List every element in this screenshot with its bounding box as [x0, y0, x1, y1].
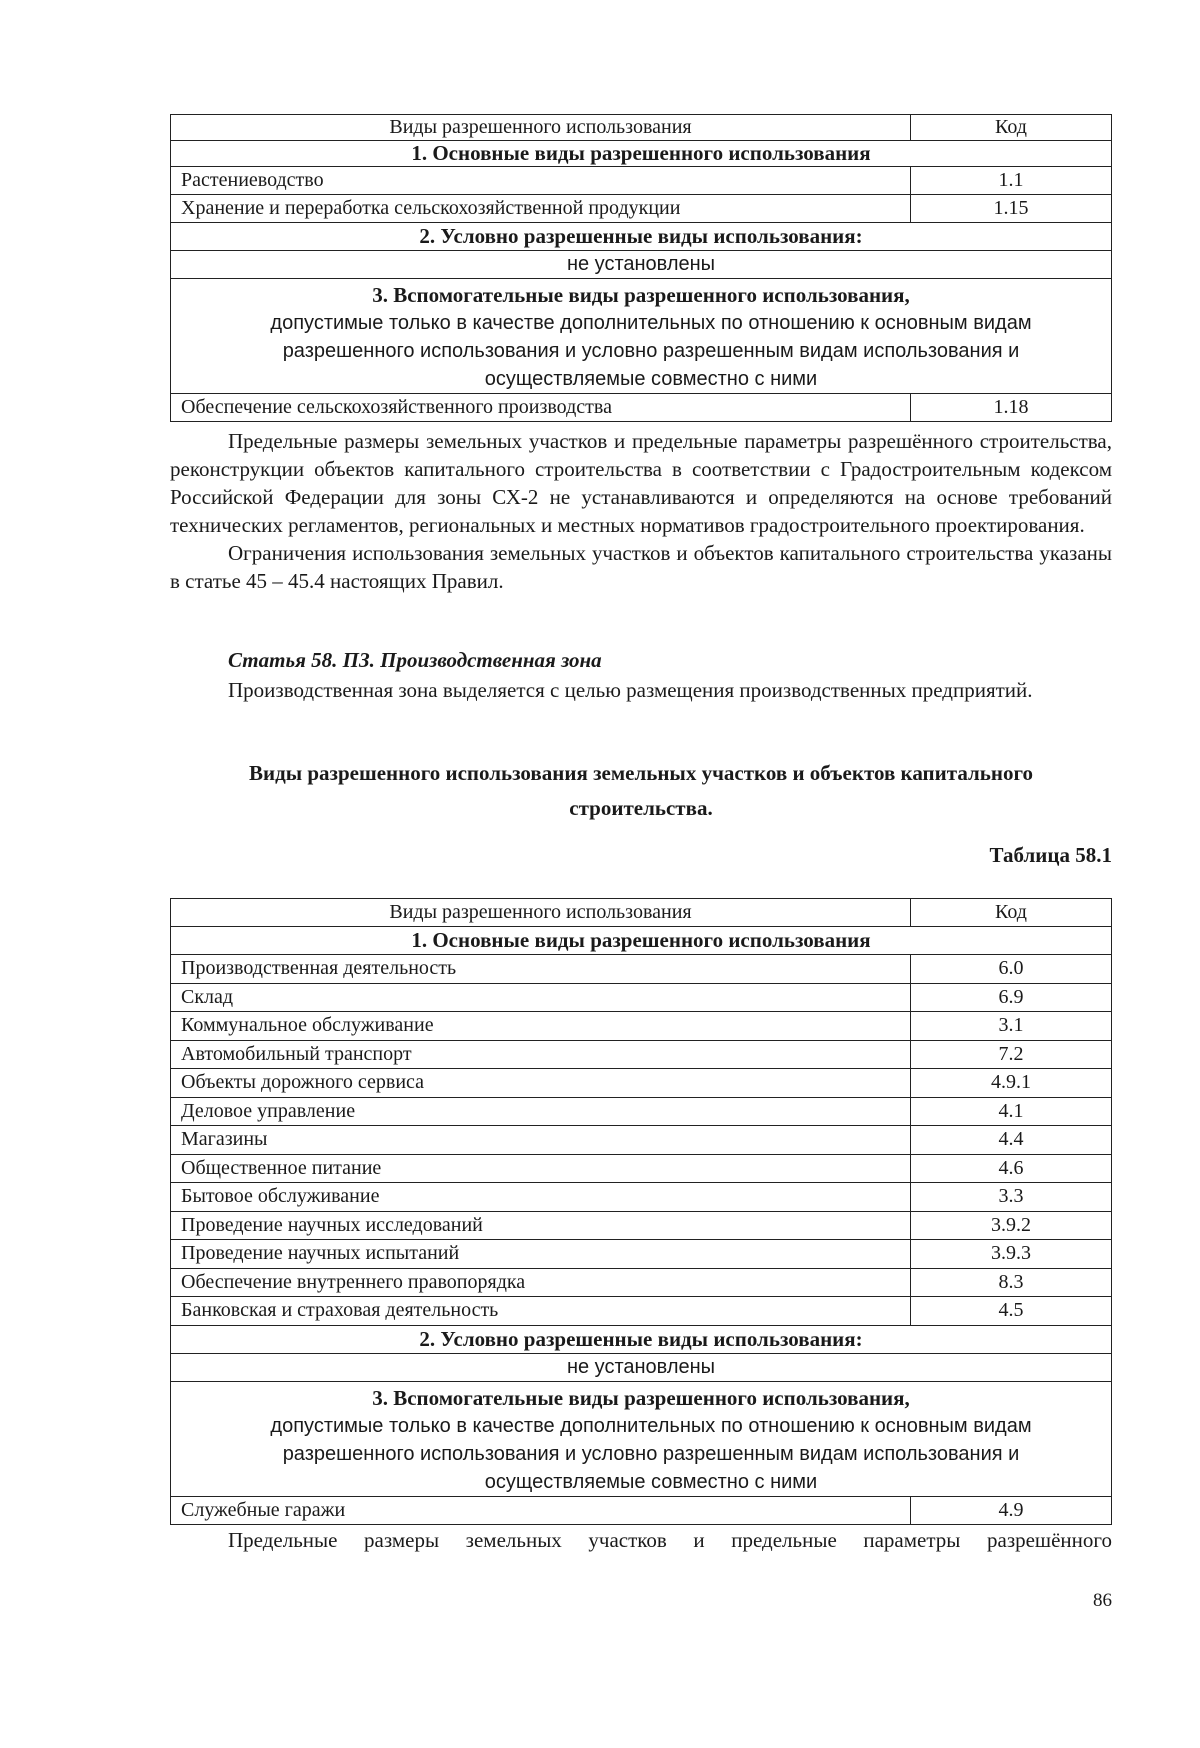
row-code: 4.4	[911, 1126, 1112, 1155]
row-code: 3.9.3	[911, 1240, 1112, 1269]
row-name: Автомобильный транспорт	[171, 1040, 911, 1069]
row-name: Коммунальное обслуживание	[171, 1012, 911, 1041]
table-row	[171, 1240, 1112, 1269]
row-name: Склад	[171, 983, 911, 1012]
row-name: Обеспечение сельскохозяйственного производства	[171, 394, 911, 422]
row-code: 4.6	[911, 1154, 1112, 1183]
article-title: Статья 58. ПЗ. Производственная зона	[228, 648, 602, 672]
table-row	[171, 1097, 1112, 1126]
table-row	[171, 1297, 1112, 1326]
table-row	[171, 195, 1112, 223]
row-code: 1.18	[911, 394, 1112, 422]
table-row	[171, 1040, 1112, 1069]
row-code: 4.5	[911, 1297, 1112, 1326]
section3-cell	[171, 1381, 1112, 1496]
header-name-cell: Виды разрешенного использования	[171, 115, 911, 141]
section3-row	[171, 1381, 1112, 1496]
section3-text: допустимые только в качестве дополнительных по отношению к основным видам разрешенного использования и условно разрешенным видам использования и осуществляемые совместно с ними	[270, 1414, 1032, 1493]
section-heading	[170, 756, 1112, 826]
section2-row	[171, 1325, 1112, 1353]
section2-row	[171, 223, 1112, 251]
row-code: 3.3	[911, 1183, 1112, 1212]
paragraph-limits	[170, 427, 1112, 595]
table-row	[171, 1211, 1112, 1240]
table-row	[171, 1012, 1112, 1041]
row-code: 4.9.1	[911, 1069, 1112, 1098]
row-code: 3.1	[911, 1012, 1112, 1041]
section2-title: 2. Условно разрешенные виды использования:	[171, 223, 1112, 251]
row-code: 7.2	[911, 1040, 1112, 1069]
section3-title: 3. Вспомогательные виды разрешенного использования,	[372, 283, 910, 307]
row-code: 6.0	[911, 955, 1112, 984]
row-code: 4.9	[911, 1496, 1112, 1524]
table-header-row	[171, 115, 1112, 141]
row-name: Общественное питание	[171, 1154, 911, 1183]
paragraph-text: Производственная зона выделяется с целью размещения производственных предприятий.	[228, 678, 1033, 702]
table-58-1	[170, 898, 1112, 1525]
section-heading-line: Виды разрешенного использования земельных участков и объектов капитального	[248, 761, 1034, 785]
table-row	[171, 394, 1112, 422]
table-row	[171, 1154, 1112, 1183]
table-row	[171, 167, 1112, 195]
section2-title: 2. Условно разрешенные виды использования:	[171, 1325, 1112, 1353]
row-name: Проведение научных исследований	[171, 1211, 911, 1240]
row-code: 6.9	[911, 983, 1112, 1012]
table-row	[171, 1069, 1112, 1098]
section3-cell	[171, 279, 1112, 394]
table-row	[171, 955, 1112, 984]
row-name: Банковская и страховая деятельность	[171, 1297, 911, 1326]
section2-value: не установлены	[171, 1353, 1112, 1381]
row-name: Магазины	[171, 1126, 911, 1155]
paragraph-text: Предельные размеры земельных участков и предельные параметры разрешённого строительства, реконструкции объектов капитального строительства в соответствии с Градостроительным кодексом Российской Федерации для зоны СХ-2 не устанавливаются и определяются на основе требований технических регламентов, региональных и местных нормативов градостроительного проектирования.	[170, 429, 1112, 537]
row-name: Деловое управление	[171, 1097, 911, 1126]
section2-value-row	[171, 1353, 1112, 1381]
row-name: Проведение научных испытаний	[171, 1240, 911, 1269]
section3-title: 3. Вспомогательные виды разрешенного использования,	[372, 1385, 910, 1410]
zone-cx2-table	[170, 114, 1112, 422]
header-code-cell: Код	[911, 115, 1112, 141]
paragraph-text: Ограничения использования земельных участков и объектов капитального строительства указаны в статье 45 – 45.4 настоящих Правил.	[170, 541, 1112, 593]
row-name: Объекты дорожного сервиса	[171, 1069, 911, 1098]
row-name: Служебные гаражи	[171, 1496, 911, 1524]
section1-title: 1. Основные виды разрешенного использования	[171, 141, 1112, 167]
row-code: 8.3	[911, 1268, 1112, 1297]
table-row	[171, 1126, 1112, 1155]
row-name: Хранение и переработка сельскохозяйственной продукции	[171, 195, 911, 223]
section-heading-line: строительства.	[569, 796, 713, 820]
paragraph-text: Предельные размеры земельных участков и предельные параметры разрешённого	[228, 1528, 1112, 1552]
row-name: Производственная деятельность	[171, 955, 911, 984]
article-paragraph	[170, 676, 1112, 704]
section1-title: 1. Основные виды разрешенного использования	[171, 927, 1112, 955]
section1-row	[171, 141, 1112, 167]
section2-value: не установлены	[171, 251, 1112, 279]
header-code-cell: Код	[911, 899, 1112, 927]
table-row	[171, 1183, 1112, 1212]
table-caption: Таблица 58.1	[989, 843, 1112, 867]
row-code: 1.1	[911, 167, 1112, 195]
row-name: Бытовое обслуживание	[171, 1183, 911, 1212]
section3-row	[171, 279, 1112, 394]
row-code: 1.15	[911, 195, 1112, 223]
table-row	[171, 983, 1112, 1012]
row-name: Обеспечение внутреннего правопорядка	[171, 1268, 911, 1297]
section1-row	[171, 927, 1112, 955]
section3-text: допустимые только в качестве дополнительных по отношению к основным видам разрешенного использования и условно разрешенным видам использования и осуществляемые совместно с ними	[270, 312, 1032, 390]
header-name-cell: Виды разрешенного использования	[171, 899, 911, 927]
table-row	[171, 1268, 1112, 1297]
trailing-paragraph	[170, 1526, 1112, 1554]
page-number: 86	[1093, 1590, 1112, 1611]
section2-value-row	[171, 251, 1112, 279]
row-name: Растениеводство	[171, 167, 911, 195]
table-header-row	[171, 899, 1112, 927]
row-code: 3.9.2	[911, 1211, 1112, 1240]
row-code: 4.1	[911, 1097, 1112, 1126]
table-row	[171, 1496, 1112, 1524]
